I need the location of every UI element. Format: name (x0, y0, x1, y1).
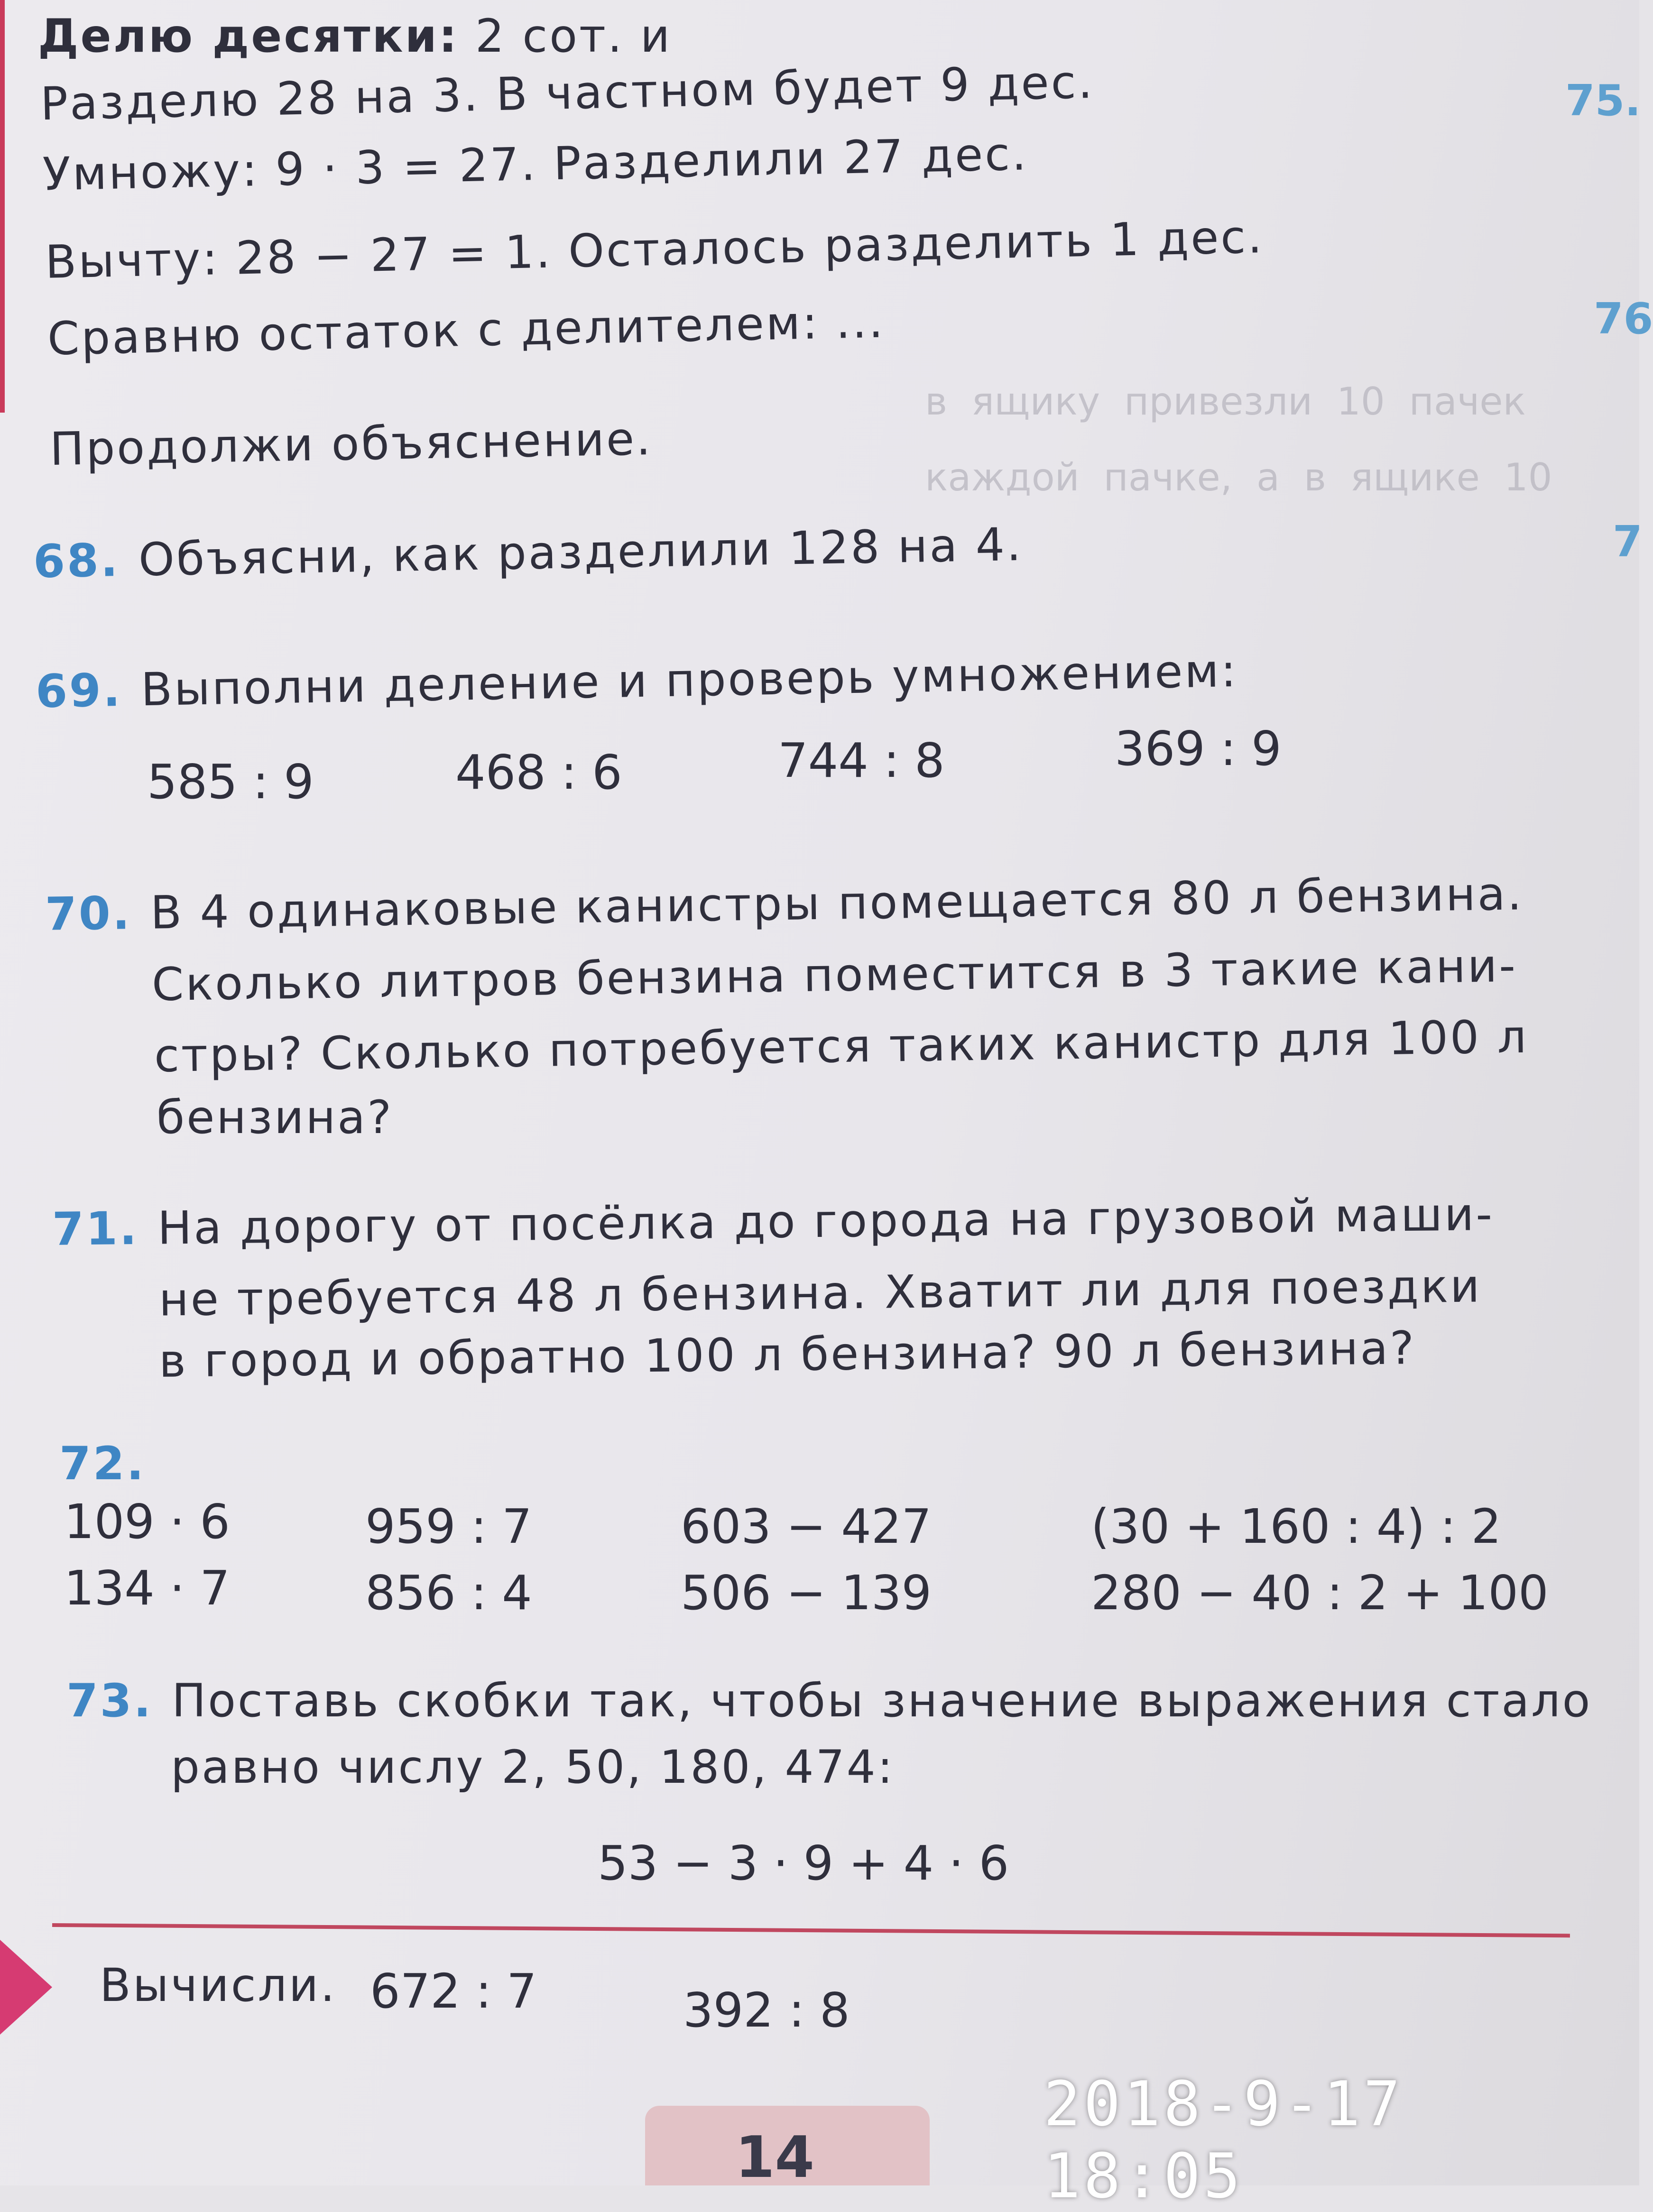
margin-number-3: 7 (1613, 517, 1643, 567)
photo-timestamp: 2018-9-17 18:05 (1044, 2068, 1404, 2212)
intro-line-1 (38, 9, 672, 63)
task-70-text-1: В 4 одинаковые канистры помещается 80 л бензина. (150, 867, 1524, 940)
task-72-r2c4: 280 − 40 : 2 + 100 (1091, 1565, 1549, 1621)
task-73-text-1: Поставь скобки так, чтобы значение выражения стало (172, 1674, 1592, 1727)
task-72-r1c4: (30 + 160 : 4) : 2 (1091, 1499, 1502, 1554)
task-72-r1c3: 603 − 427 (681, 1499, 932, 1554)
intro-line-4: Вычту: 28 − 27 = 1. Осталось разделить 1 дес. (45, 210, 1265, 289)
footer-label: Вычисли. (100, 1959, 337, 2012)
task-70-line-1 (45, 867, 1524, 941)
task-72-r1c2: 959 : 7 (365, 1499, 532, 1554)
task-73-line-2: равно числу 2, 50, 180, 474: (171, 1741, 895, 1794)
pink-marker (0, 1940, 52, 2035)
bleed-through-2: каждой пачке, а в ящике 10 (925, 455, 1552, 499)
task-71-line-2: не требуется 48 л бензина. Хватит ли для поездки (158, 1259, 1482, 1327)
margin-number-2: 76 (1594, 294, 1653, 344)
task-68-text: Объясни, как разделили 128 на 4. (138, 517, 1024, 587)
footer-item-1: 672 : 7 (370, 1963, 537, 2019)
task-70-number: 70. (45, 886, 132, 941)
task-73-number: 73. (66, 1674, 153, 1727)
intro-lead: Делю десятки: (38, 9, 459, 63)
task-69-item-1: 585 : 9 (147, 754, 314, 810)
intro-line-2: Разделю 28 на 3. В частном будет 9 дес. (40, 55, 1095, 131)
task-72-r2c3: 506 − 139 (681, 1565, 932, 1621)
task-73-expression: 53 − 3 · 9 + 4 · 6 (598, 1835, 1009, 1891)
bleed-through-1: в ящику привезли 10 пачек (925, 379, 1526, 424)
intro-line-3: Умножу: 9 · 3 = 27. Разделили 27 дес. (42, 127, 1029, 201)
red-divider (52, 1923, 1570, 1937)
task-72-r1c1: 109 · 6 (64, 1494, 230, 1549)
task-73-line-1 (66, 1674, 1592, 1727)
page-number: 14 (735, 2125, 814, 2191)
task-69 (35, 644, 1238, 718)
task-71-line-1 (52, 1188, 1494, 1256)
task-72-number-line (59, 1437, 165, 1490)
task-70-line-3: стры? Сколько потребуется таких канистр для 100 л (154, 1010, 1529, 1083)
task-69-item-3: 744 : 8 (778, 733, 945, 788)
task-71-number: 71. (52, 1202, 139, 1256)
task-71-line-3: в город и обратно 100 л бензина? 90 л бензина? (158, 1321, 1416, 1388)
margin-number-1: 75. (1565, 76, 1641, 126)
task-72-r2c1: 134 · 7 (64, 1560, 230, 1616)
intro-line-6: Продолжи объяснение. (49, 412, 653, 476)
task-68-number: 68. (33, 534, 120, 589)
page-number-tab (645, 2106, 930, 2191)
task-69-item-4: 369 : 9 (1115, 721, 1282, 776)
task-69-number: 69. (35, 663, 123, 719)
task-70-line-2: Сколько литров бензина поместится в 3 такие кани- (151, 939, 1518, 1012)
task-68 (33, 518, 1023, 588)
intro-rest: 2 сот. и (459, 9, 672, 63)
task-70-line-4: бензина? (157, 1091, 394, 1144)
footer-item-2: 392 : 8 (683, 1982, 850, 2038)
task-69-item-2: 468 : 6 (455, 745, 622, 800)
task-72-number: 72. (59, 1437, 146, 1490)
task-71-text-1: На дорогу от посёлка до города на грузовой маши- (157, 1188, 1495, 1255)
left-red-edge (0, 0, 5, 413)
task-69-text: Выполни деление и проверь умножением: (140, 644, 1238, 717)
task-72-r2c2: 856 : 4 (365, 1565, 532, 1621)
intro-line-5: Сравню остаток с делителем: ... (47, 295, 886, 366)
